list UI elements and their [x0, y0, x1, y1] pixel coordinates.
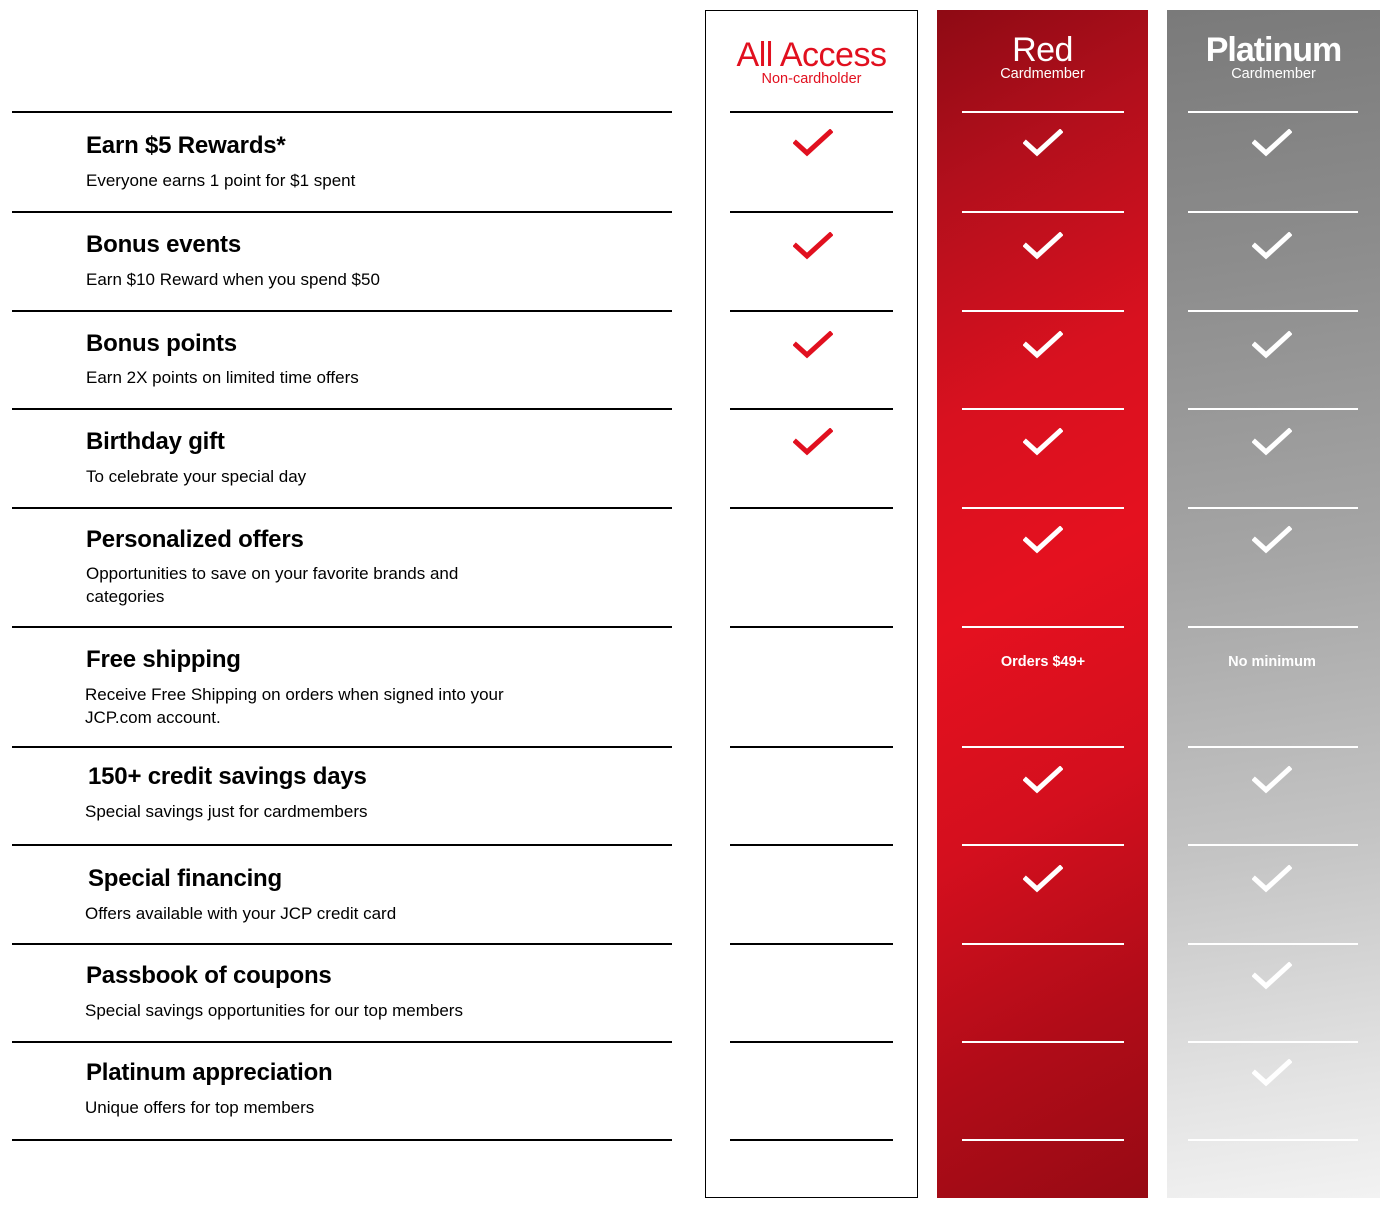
benefit-title: Passbook of coupons: [86, 962, 332, 989]
row-divider: [1188, 111, 1358, 113]
column-title: All Access: [736, 36, 887, 74]
row-divider: [1188, 211, 1358, 213]
check-icon: [1252, 526, 1292, 554]
column-subtitle: Non-cardholder: [761, 71, 862, 87]
row-divider: [12, 1139, 672, 1141]
row-divider: [730, 211, 893, 213]
row-divider: [962, 310, 1124, 312]
row-divider: [730, 1041, 893, 1043]
benefit-title: Personalized offers: [86, 526, 304, 553]
row-divider: [12, 111, 672, 113]
check-icon: [793, 428, 833, 456]
benefit-title: 150+ credit savings days: [88, 763, 367, 790]
row-divider: [1188, 746, 1358, 748]
row-divider: [962, 408, 1124, 410]
check-icon: [793, 232, 833, 260]
benefit-description: Offers available with your JCP credit card: [85, 904, 397, 923]
column-header-red: [937, 32, 1148, 82]
row-divider: [962, 211, 1124, 213]
row-divider: [962, 1139, 1124, 1141]
benefit-title: Free shipping: [86, 646, 241, 673]
free-shipping-platinum-value: No minimum: [1228, 654, 1316, 670]
row-divider: [1188, 408, 1358, 410]
row-divider: [12, 211, 672, 213]
check-icon: [1023, 766, 1063, 794]
row-divider: [12, 310, 672, 312]
row-divider: [962, 746, 1124, 748]
row-divider: [1188, 507, 1358, 509]
row-divider: [1188, 626, 1358, 628]
benefit-title: Platinum appreciation: [86, 1059, 333, 1086]
column-title: Platinum: [1205, 31, 1342, 69]
check-icon: [1023, 331, 1063, 359]
row-divider: [12, 746, 672, 748]
free-shipping-red-value: Orders $49+: [1000, 654, 1086, 670]
row-divider: [962, 111, 1124, 113]
check-icon: [1023, 129, 1063, 157]
benefit-description: Opportunities to save on your favorite brands and categories: [86, 564, 459, 606]
check-icon: [1252, 331, 1292, 359]
check-icon: [1252, 766, 1292, 794]
check-icon: [793, 331, 833, 359]
benefit-description: Earn 2X points on limited time offers: [86, 368, 359, 387]
benefit-description: Special savings just for cardmembers: [85, 802, 368, 821]
column-subtitle: Cardmember: [1000, 66, 1085, 82]
row-divider: [730, 943, 893, 945]
benefit-description: Everyone earns 1 point for $1 spent: [86, 171, 356, 190]
benefit-description: Receive Free Shipping on orders when signed into your JCP.com account.: [85, 685, 504, 727]
row-divider: [730, 310, 893, 312]
check-icon: [1252, 129, 1292, 157]
column-title: Red: [1012, 31, 1073, 69]
row-divider: [962, 943, 1124, 945]
benefit-title: Special financing: [88, 865, 282, 892]
benefit-title: Earn $5 Rewards*: [86, 132, 286, 159]
row-divider: [962, 626, 1124, 628]
row-divider: [1188, 943, 1358, 945]
benefit-title: Bonus points: [86, 330, 237, 357]
check-icon: [1252, 428, 1292, 456]
column-red: [937, 10, 1148, 1198]
row-divider: [730, 507, 893, 509]
column-all-access: [705, 10, 918, 1198]
benefit-title: Birthday gift: [86, 428, 225, 455]
row-divider: [12, 626, 672, 628]
check-icon: [793, 129, 833, 157]
row-divider: [730, 746, 893, 748]
row-divider: [962, 844, 1124, 846]
row-divider: [1188, 844, 1358, 846]
column-platinum: [1167, 10, 1380, 1198]
check-icon: [1023, 428, 1063, 456]
row-divider: [12, 1041, 672, 1043]
row-divider: [12, 943, 672, 945]
column-header-all-access: [706, 37, 917, 87]
column-subtitle: Cardmember: [1231, 66, 1316, 82]
benefit-description: To celebrate your special day: [86, 467, 307, 486]
row-divider: [730, 111, 893, 113]
row-divider: [962, 507, 1124, 509]
row-divider: [12, 844, 672, 846]
check-icon: [1252, 1059, 1292, 1087]
row-divider: [730, 626, 893, 628]
benefit-description: Unique offers for top members: [85, 1098, 315, 1117]
check-icon: [1023, 526, 1063, 554]
row-divider: [730, 844, 893, 846]
check-icon: [1023, 232, 1063, 260]
row-divider: [1188, 1139, 1358, 1141]
check-icon: [1252, 865, 1292, 893]
benefit-description: Special savings opportunities for our top members: [85, 1001, 463, 1020]
row-divider: [12, 408, 672, 410]
column-header-platinum: [1167, 32, 1380, 82]
benefit-title: Bonus events: [86, 231, 241, 258]
row-divider: [1188, 310, 1358, 312]
check-icon: [1023, 865, 1063, 893]
check-icon: [1252, 962, 1292, 990]
row-divider: [730, 408, 893, 410]
row-divider: [12, 507, 672, 509]
row-divider: [1188, 1041, 1358, 1043]
check-icon: [1252, 232, 1292, 260]
row-divider: [962, 1041, 1124, 1043]
row-divider: [730, 1139, 893, 1141]
benefit-description: Earn $10 Reward when you spend $50: [86, 270, 380, 289]
